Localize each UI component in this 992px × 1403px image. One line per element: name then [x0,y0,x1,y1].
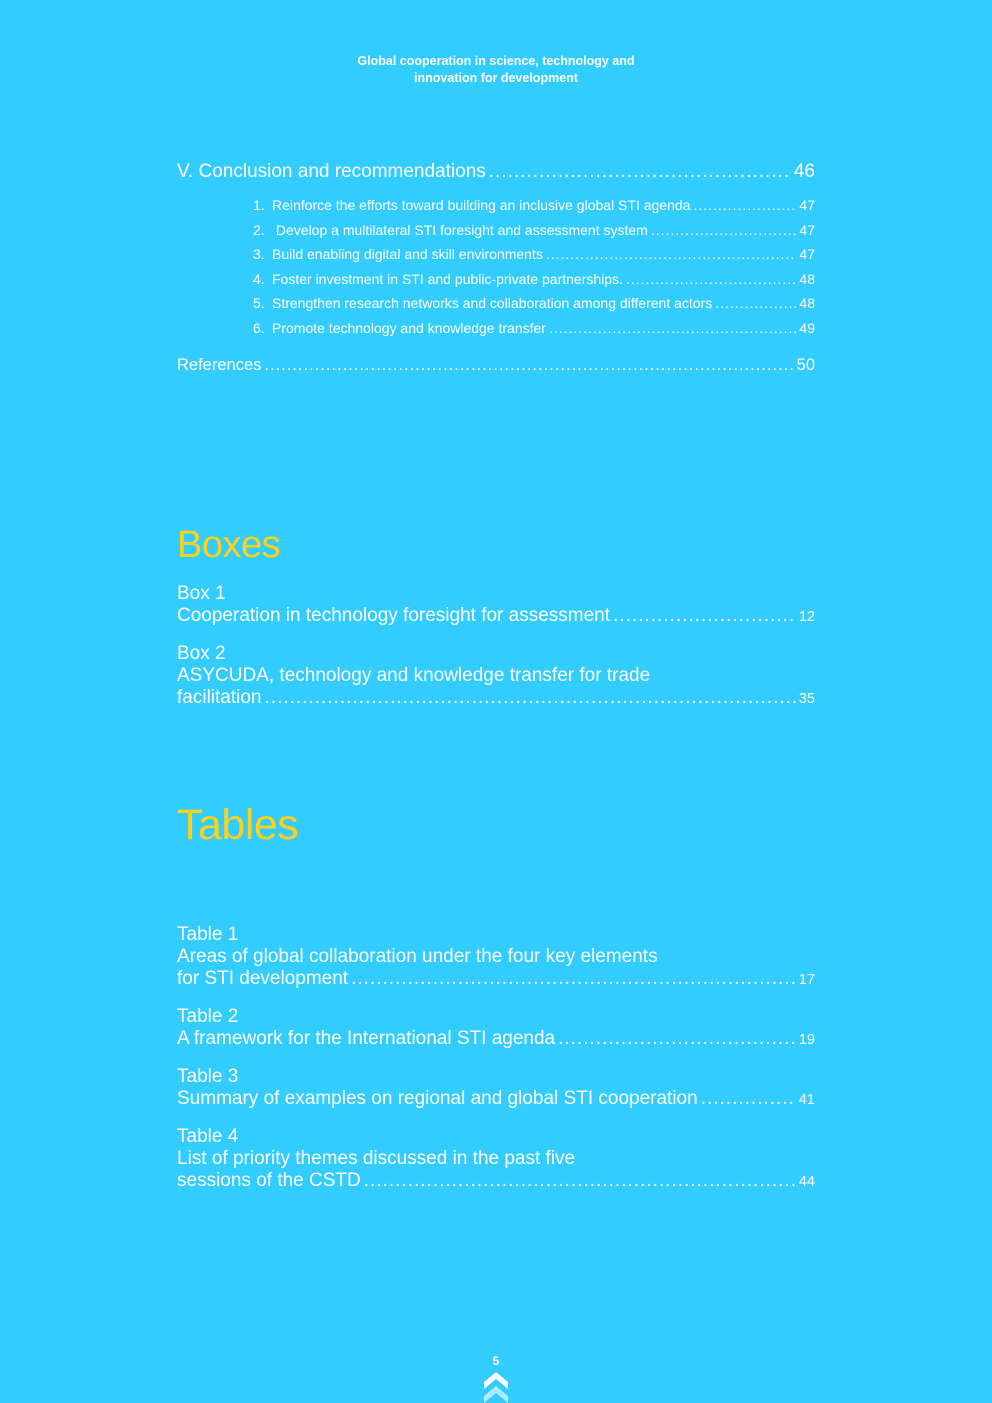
toc-leader-dots [364,1170,796,1192]
toc-page-number: 12 [798,609,815,625]
toc-page-number: 47 [799,246,815,263]
toc-subitem-number: 5. [253,295,265,312]
toc-page-number: 35 [798,691,815,707]
toc-chapter-title: V. Conclusion and recommendations [177,161,486,182]
toc-leader-dots [264,356,793,375]
toc-table-entry[interactable] [177,1006,815,1051]
entry-title: ASYCUDA, technology and knowledge transfer for trade [177,665,651,686]
toc-page-number: 49 [799,319,815,336]
toc-subitem-text: Promote technology and knowledge transfer [272,319,546,336]
toc-leader-dots [549,320,796,336]
toc-leader-dots [546,246,797,262]
toc-table-entry[interactable] [177,1126,815,1193]
entry-label: Box 2 [177,643,226,664]
toc-subitem-text: Develop a multilateral STI foresight and assessment system [272,221,648,238]
toc-page-number: 17 [798,972,815,988]
chevron-up-icon [484,1372,508,1403]
toc-subitem-number: 4. [253,270,265,287]
toc-chapter-v[interactable] [177,161,815,183]
toc-leader-dots [693,197,796,213]
entry-title: Areas of global collaboration under the four key elements [177,946,658,967]
entry-label: Table 4 [177,1126,239,1147]
toc-subitem[interactable] [253,320,815,345]
toc-subitem-text: Build enabling digital and skill environments [272,246,543,263]
entry-title-continued: for STI development [177,968,349,989]
toc-page-number: 47 [799,221,815,238]
toc-subitem[interactable] [253,271,815,296]
toc-page-number: 48 [799,270,815,287]
toc-page-number: 48 [799,295,815,312]
toc-subitem[interactable] [253,295,815,320]
toc-subitem-list [253,197,815,345]
entry-label: Table 1 [177,924,239,945]
entry-title-continued: sessions of the CSTD [177,1170,361,1191]
toc-references[interactable] [177,356,815,375]
toc-references-title: References [177,356,262,374]
toc-leader-dots [651,222,797,238]
entry-title: List of priority themes discussed in the past five [177,1148,576,1169]
entry-label: Box 1 [177,583,226,604]
toc-leader-dots [489,161,791,183]
toc-page-number: 44 [798,1174,815,1190]
toc-leader-dots [701,1088,796,1110]
entry-title: Summary of examples on regional and global STI cooperation [177,1088,698,1109]
toc-box-entry[interactable] [177,643,815,710]
toc-subitem-text: Strengthen research networks and collaboration among different actors [272,295,713,312]
toc-leader-dots [558,1028,796,1050]
toc-subitem-number: 1. [253,197,265,213]
boxes-heading: Boxes [177,524,281,566]
toc-table-entry[interactable] [177,1066,815,1111]
toc-subitem-number: 6. [253,319,265,336]
entry-label: Table 3 [177,1066,239,1087]
entry-title-continued: facilitation [177,687,262,708]
toc-page-number: 46 [793,161,815,182]
toc-leader-dots [626,271,796,287]
entry-label: Table 2 [177,1006,239,1027]
toc-leader-dots [351,968,796,990]
toc-subitem-number: 2. [253,221,265,238]
toc-leader-dots [613,605,796,627]
entry-title: A framework for the International STI agenda [177,1028,556,1049]
toc-table-entry[interactable] [177,924,815,991]
toc-page-number: 41 [798,1092,815,1108]
toc-subitem-number: 3. [253,246,265,263]
toc-subitem[interactable] [253,222,815,247]
toc-subitem-text: Foster investment in STI and public-private partnerships. [272,270,623,287]
toc-page-number: 19 [798,1032,815,1048]
page-number: 5 [492,1354,500,1368]
toc-page-number: 50 [796,356,815,374]
toc-page-number: 47 [799,197,815,213]
toc-subitem[interactable] [253,197,815,222]
toc-subitem-text: Reinforce the efforts toward building an inclusive global STI agenda [272,197,691,213]
toc-leader-dots [265,687,796,709]
header-line-2: innovation for development [414,71,578,85]
running-header [0,53,992,87]
toc-leader-dots [715,295,796,311]
tables-heading: Tables [177,801,299,849]
entry-title: Cooperation in technology foresight for assessment [177,605,611,626]
toc-box-entry[interactable] [177,583,815,628]
toc-subitem[interactable] [253,246,815,271]
header-line-1: Global cooperation in science, technology and [357,54,635,68]
